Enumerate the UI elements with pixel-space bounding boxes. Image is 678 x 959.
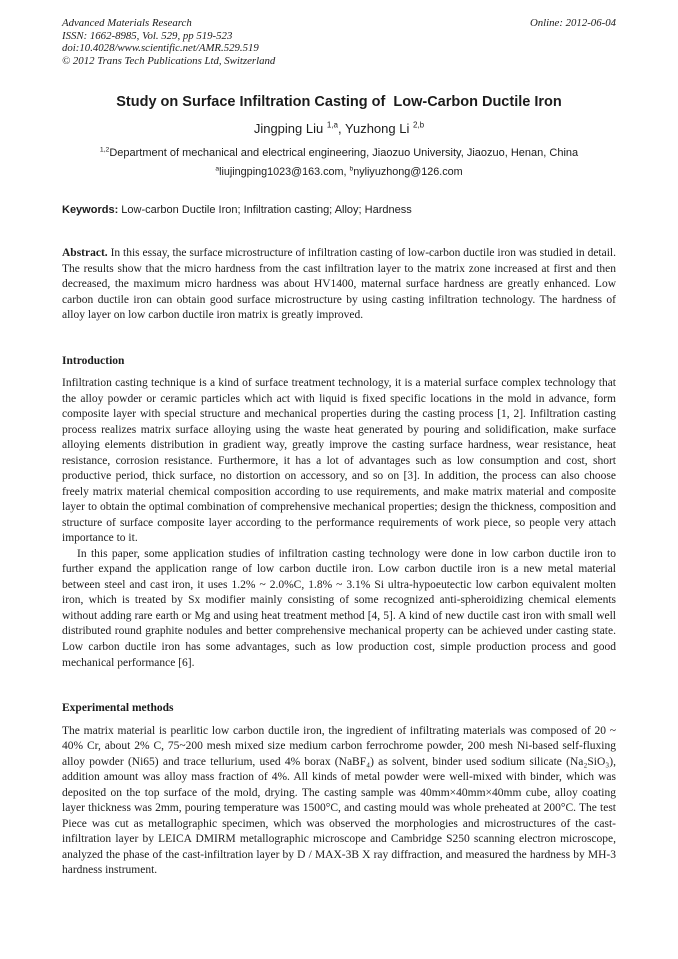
abstract-label: Abstract. — [62, 247, 108, 260]
email-b: nyliyuzhong@126.com — [353, 165, 463, 178]
doi-line: doi:10.4028/www.scientific.net/AMR.529.519 — [62, 42, 259, 55]
introduction-paragraph-1: Infiltration casting technique is a kind of surface treatment technology, it is a material surface complex technology that the alloy powder or ceramic particles which act with liquid is fixed specific locations in the mold in advance, form composite layer with special structure and mechanical properties during the casting process [1, 2]. Infiltration casting process realizes matrix surface alloying using the waste heat generated by pouring and solidification, make surface alloying elements distribution in gradient way, greatly improve the casting surface hardness, wear resistance, heat resistance, corrosion resistance. Furthermore, it has a lot of advantages such as low consumption and cost, short productive period, thick surface, no distortion on accessory, and so on [3]. In addition, the process can also choose freely matrix material chemical composition according to use requirements, and make matrix material and composite layer to obtain the optimal combination of comprehensive mechanical properties; design the thickness, composition and structure of surface composite layer according to the performance requirements of work piece, so people very attach importance to it. — [62, 377, 616, 545]
author-1-affiliation-sup: 1,a — [326, 121, 339, 130]
email-b-sup: b — [349, 165, 354, 173]
experimental-methods-paragraph-1: The matrix material is pearlitic low carbon ductile iron, the ingredient of infiltrating materials was composed of 20 ~ 40% Cr, about 2% C, 75~200 mesh mixed size medium carbon ferrochrome powder, 200 mesh Ni-based self-fluxing alloy powder (Ni65) and trace tellurium, used 4% borax (NaBF₄) as solvent, binder used sodium silicate (Na₂SiO₃), addition amount was alloy mass fraction of 4%. All kinds of metal powder were well-mixed with binder, which was deposited on the top surface of the mold, drying. The casting sample was 40mm×40mm×40mm cube, alloy coating layer thickness was 2mm, pouring temperature was 1500°C, and casting mould was whole preheated at 200°C. The test Piece was cut as metallographic specimen, which was observed the morphologies and microstructures of the cast-infiltration layer by LEICA DMIRM metallographic microscope and Cambridge S250 scanning electron microscope, analyzed the phase of the cast-infiltration layer by D / MAX-3B X ray diffraction, and measured the hardness by MH-3 hardness instrument. — [62, 724, 616, 877]
affiliation-text: Department of mechanical and electrical engineering, Jiaozuo University, Jiaozuo, Henan, China — [109, 146, 579, 159]
journal-header — [62, 17, 616, 68]
keywords-text: Low-carbon Ductile Iron; Infiltration casting; Alloy; Hardness — [118, 204, 412, 217]
journal-header-left — [62, 17, 275, 68]
section-heading-introduction: Introduction — [62, 354, 125, 367]
author-1-name: Jingping Liu — [253, 121, 327, 137]
author-2-affiliation-sup: 2,b — [412, 121, 425, 130]
authors-separator: , — [338, 121, 346, 137]
issn-volume-line: ISSN: 1662-8985, Vol. 529, pp 519-523 — [62, 29, 233, 42]
email-a-sup: a — [215, 165, 220, 173]
affiliation-line — [62, 146, 616, 161]
abstract-text: In this essay, the surface microstructure of infiltration casting of low-carbon ductile iron was studied in detail. The results show that the micro hardness from the cast infiltration layer to the matrix zone increased at first and then decreased, the maximum micro hardness was about HV1400, maternal surface hardness are greatly enhanced. Low carbon ductile iron can obtain good surface microstructure by using casting infiltration technology. The hardness of alloy layer on low carbon ductile iron matrix is greatly improved. — [62, 247, 616, 322]
authors-line — [62, 120, 616, 138]
author-2-name: Yuzhong Li — [345, 121, 413, 137]
email-a: liujingping1023@163.com, — [219, 165, 350, 178]
paper-title: Study on Surface Infiltration Casting of Low-Carbon Ductile Iron — [116, 93, 562, 110]
affiliation-sup: 1,2 — [99, 146, 110, 154]
keywords-line — [62, 203, 616, 218]
abstract-paragraph — [62, 246, 616, 324]
introduction-paragraph-2: In this paper, some application studies of infiltration casting technology were done in low carbon ductile iron to further expand the application range of low carbon ductile iron. Low carbon ductile iron is a new metal material between steel and cast iron, it uses 1.2% ~ 2.0%C, 1.8% ~ 3.1% Si ultra-hypoeutectic low carbon equivalent molten iron, which is treated by Sx modifier mainly consisting of some recognized anti-spheroidizing chemical elements without adding rare earth or Mg and using heat treatment method [4, 5]. A kind of new ductile cast iron with small well distributed round graphite nodules and better comprehensive mechanical property can be achieved under casting state. Low carbon ductile iron has some advantages, such as low production cost, simple production process and good mechanical performance [6]. — [62, 547, 616, 669]
copyright-line: © 2012 Trans Tech Publications Ltd, Switzerland — [62, 55, 276, 68]
journal-name: Advanced Materials Research — [62, 17, 192, 29]
emails-line — [62, 165, 616, 180]
online-date: Online: 2012-06-04 — [529, 17, 616, 29]
section-heading-experimental-methods: Experimental methods — [62, 702, 174, 715]
keywords-label: Keywords: — [62, 204, 119, 217]
